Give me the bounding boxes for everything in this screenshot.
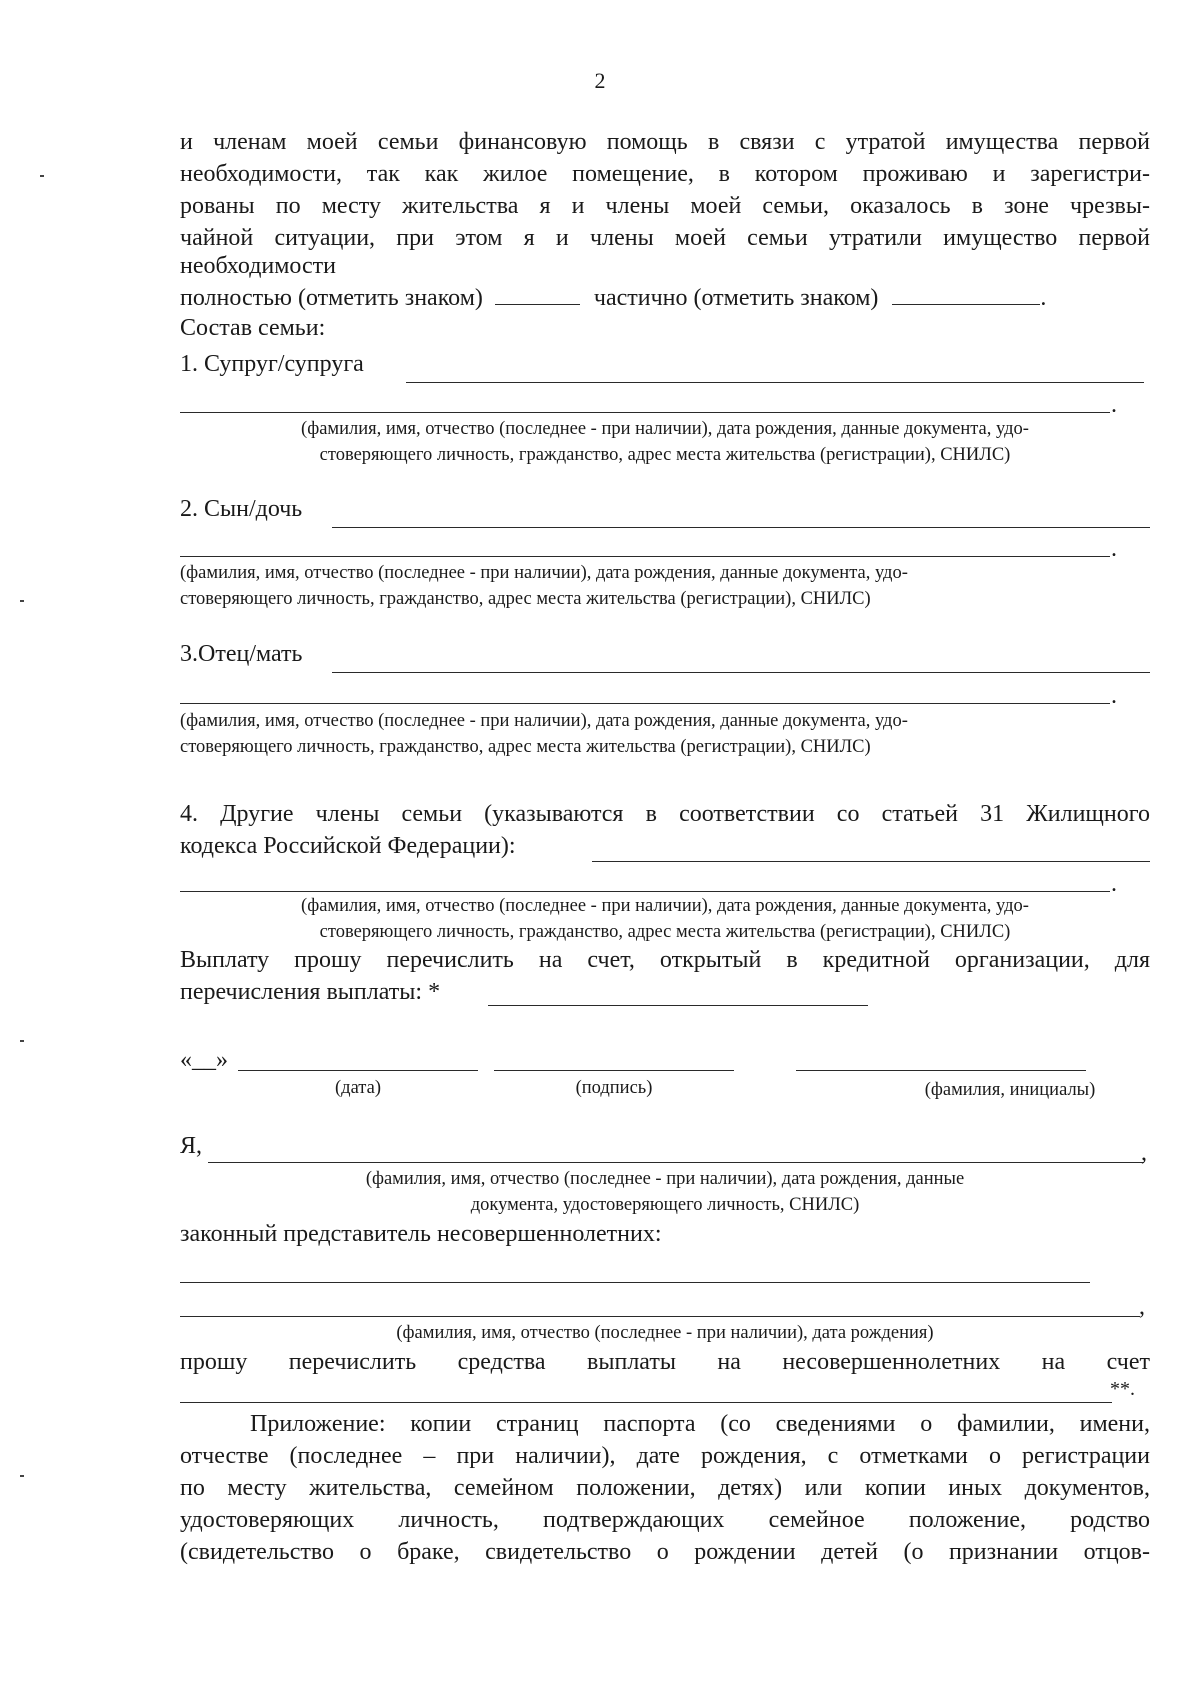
representative-note: документа, удостоверяющего личность, СНИЛС) [470, 1195, 860, 1215]
intro-line: необходимости, так как жилое помещение, в котором проживаю и зарегистри- [180, 161, 1150, 187]
other-members-line: 4. Другие члены семьи (указываются в соответствии со статьей 31 Жилищного [180, 801, 1150, 827]
member-1-note: стоверяющего личность, гражданство, адрес места жительства (регистрации), СНИЛС) [319, 445, 1011, 465]
date-prefix: «__» [180, 1047, 228, 1073]
other-members-field-cont[interactable] [180, 891, 1110, 892]
loss-full-label: полностью (отметить знаком) [180, 285, 483, 311]
member-3-label: 3.Отец/мать [180, 641, 303, 667]
member-1-note: (фамилия, имя, отчество (последнее - при наличии), дата рождения, данные документа, удо- [301, 419, 1029, 439]
member-1-field-cont[interactable] [180, 412, 1110, 413]
intro-line: чайной ситуации, при этом я и члены моей семьи утратили имущество первой [180, 225, 1150, 251]
page-number: 2 [594, 68, 606, 93]
other-members-note: (фамилия, имя, отчество (последнее - при наличии), дата рождения, данные документа, удо- [301, 896, 1029, 916]
scan-mark [20, 1475, 24, 1477]
name-initials-label: (фамилия, инициалы) [924, 1080, 1096, 1100]
minors-field-cont[interactable] [180, 1316, 1140, 1317]
minors-request: прошу перечислить средства выплаты на несовершеннолетних на счет [180, 1349, 1150, 1375]
member-2-field[interactable] [332, 527, 1150, 528]
attachment-line: удостоверяющих личность, подтверждающих семейное положение, родство [180, 1507, 1150, 1533]
intro-line: необходимости [180, 253, 337, 279]
member-1-label: 1. Супруг/супруга [180, 351, 364, 377]
representative-note: (фамилия, имя, отчество (последнее - при наличии), дата рождения, данные [365, 1169, 965, 1189]
member-2-note: стоверяющего личность, гражданство, адрес места жительства (регистрации), СНИЛС) [180, 589, 871, 609]
payment-line: перечисления выплаты: * [180, 979, 441, 1005]
member-2-field-cont[interactable] [180, 556, 1110, 557]
family-heading: Состав семьи: [180, 315, 326, 341]
loss-partial-label: частично (отметить знаком) [593, 285, 879, 311]
member-3-note: стоверяющего личность, гражданство, адрес места жительства (регистрации), СНИЛС) [180, 737, 871, 757]
signature-field[interactable] [494, 1070, 734, 1071]
attachment-line: (свидетельство о браке, свидетельство о рождении детей (о признании отцов- [180, 1539, 1150, 1565]
member-2-label: 2. Сын/дочь [180, 496, 303, 522]
loss-full-field[interactable] [495, 284, 580, 305]
scan-mark [40, 175, 44, 177]
other-members-line: кодекса Российской Федерации): [180, 833, 516, 859]
attachment-line: Приложение: копии страниц паспорта (со сведениями о фамилии, имени, [250, 1411, 1150, 1437]
minors-account-mark: **. [1110, 1378, 1135, 1400]
intro-line: и членам моей семьи финансовую помощь в связи с утратой имущества первой [180, 129, 1150, 155]
minors-account-field[interactable] [180, 1402, 1112, 1403]
scan-mark [20, 600, 24, 602]
member-1-field[interactable] [406, 382, 1144, 383]
scan-mark [20, 1040, 24, 1042]
member-2-note: (фамилия, имя, отчество (последнее - при наличии), дата рождения, данные документа, удо- [180, 563, 908, 583]
representative-field[interactable] [208, 1162, 1144, 1163]
name-initials-field[interactable] [796, 1070, 1086, 1071]
member-3-field[interactable] [332, 672, 1150, 673]
member-3-field-cont[interactable] [180, 703, 1110, 704]
representative-role: законный представитель несовершеннолетних: [180, 1221, 662, 1247]
attachment-line: отчестве (последнее – при наличии), дате рождения, с отметками о регистрации [180, 1443, 1150, 1469]
member-3-note: (фамилия, имя, отчество (последнее - при наличии), дата рождения, данные документа, удо- [180, 711, 908, 731]
date-label: (дата) [335, 1078, 381, 1098]
loss-partial-field[interactable] [892, 284, 1040, 305]
minors-field[interactable] [180, 1282, 1090, 1283]
account-field[interactable] [488, 1005, 868, 1006]
attachment-line: по месту жительства, семейном положении, детях) или копии иных документов, [180, 1475, 1150, 1501]
payment-line: Выплату прошу перечислить на счет, открытый в кредитной организации, для [180, 947, 1150, 973]
other-members-field[interactable] [592, 861, 1150, 862]
other-members-note: стоверяющего личность, гражданство, адрес места жительства (регистрации), СНИЛС) [319, 922, 1011, 942]
signature-label: (подпись) [575, 1078, 653, 1098]
minors-note: (фамилия, имя, отчество (последнее - при наличии), дата рождения) [396, 1323, 934, 1343]
intro-line: рованы по месту жительства я и члены моей семьи, оказалось в зоне чрезвы- [180, 193, 1150, 219]
representative-prefix: Я, [180, 1133, 203, 1159]
document-page: 2 и членам моей семьи финансовую помощь в связи с утратой имущества первой необходимости, так как жилое помещение, в котором проживаю и зарегистри- рованы по месту жительства я и члены моей семьи, оказалось в зоне чрезвы- чайной ситуации, при этом я и члены моей семьи утратили имущество первой необходимости полностью (отметить знаком) частично (отметить знаком) . Состав семьи: 1. Супруг/супруга . (фамилия, имя, отчество (последнее - при наличии), дата рождения, данные документа, удо- стоверяющего личность, гражданство, адрес места жительства (регистрации), СНИЛС) 2. Сын/дочь . (фамилия, имя, отчество (последнее - при наличии), дата рождения, данные документа, удо- стоверяющего личность, гражданство, адрес места жительства (регистрации), СНИЛС) 3.Отец/мать . (фамилия, имя, отчество (последнее - при наличии), дата рождения, данные документа, удо- стоверяющего личность, гражданство, адрес места жительства (регистрации), СНИЛС) 4. Другие члены семьи (указываются в соответствии со статьей 31 Жилищного кодекса Российской Федерации): . (фамилия, имя, отчество (последнее - при наличии), дата рождения, данные документа, удо- стоверяющего личность, гражданство, адрес места жительства (регистрации), СНИЛС) Выплату прошу перечислить на счет, открытый в кредитной организации, для перечисления выплаты: * «__» (дата) (подпись) (фамилия, инициалы) Я, , (фамилия, имя, отчество (последнее - при наличии), дата рождения, данные документа, удостоверяющего личность, СНИЛС) законный представитель несовершеннолетних: , (фамилия, имя, отчество (последнее - при наличии), дата рождения) прошу перечислить средства выплаты на несовершеннолетних на счет **. Приложение: копии страниц паспорта (со сведениями о фамилии, имени, отчестве (последнее – при наличии), дате рождения, с отметками о регистрации по месту жительства, семейном положении, детях) или копии иных документов, удостоверяющих личность, подтверждающих семейное положение, родство (свидетельство о браке, свидетельство о рождении детей (о признании отцов- [0, 0, 1200, 1697]
date-field[interactable] [238, 1070, 478, 1071]
loss-line: полностью (отметить знаком) частично (отметить знаком) . [180, 285, 1047, 311]
